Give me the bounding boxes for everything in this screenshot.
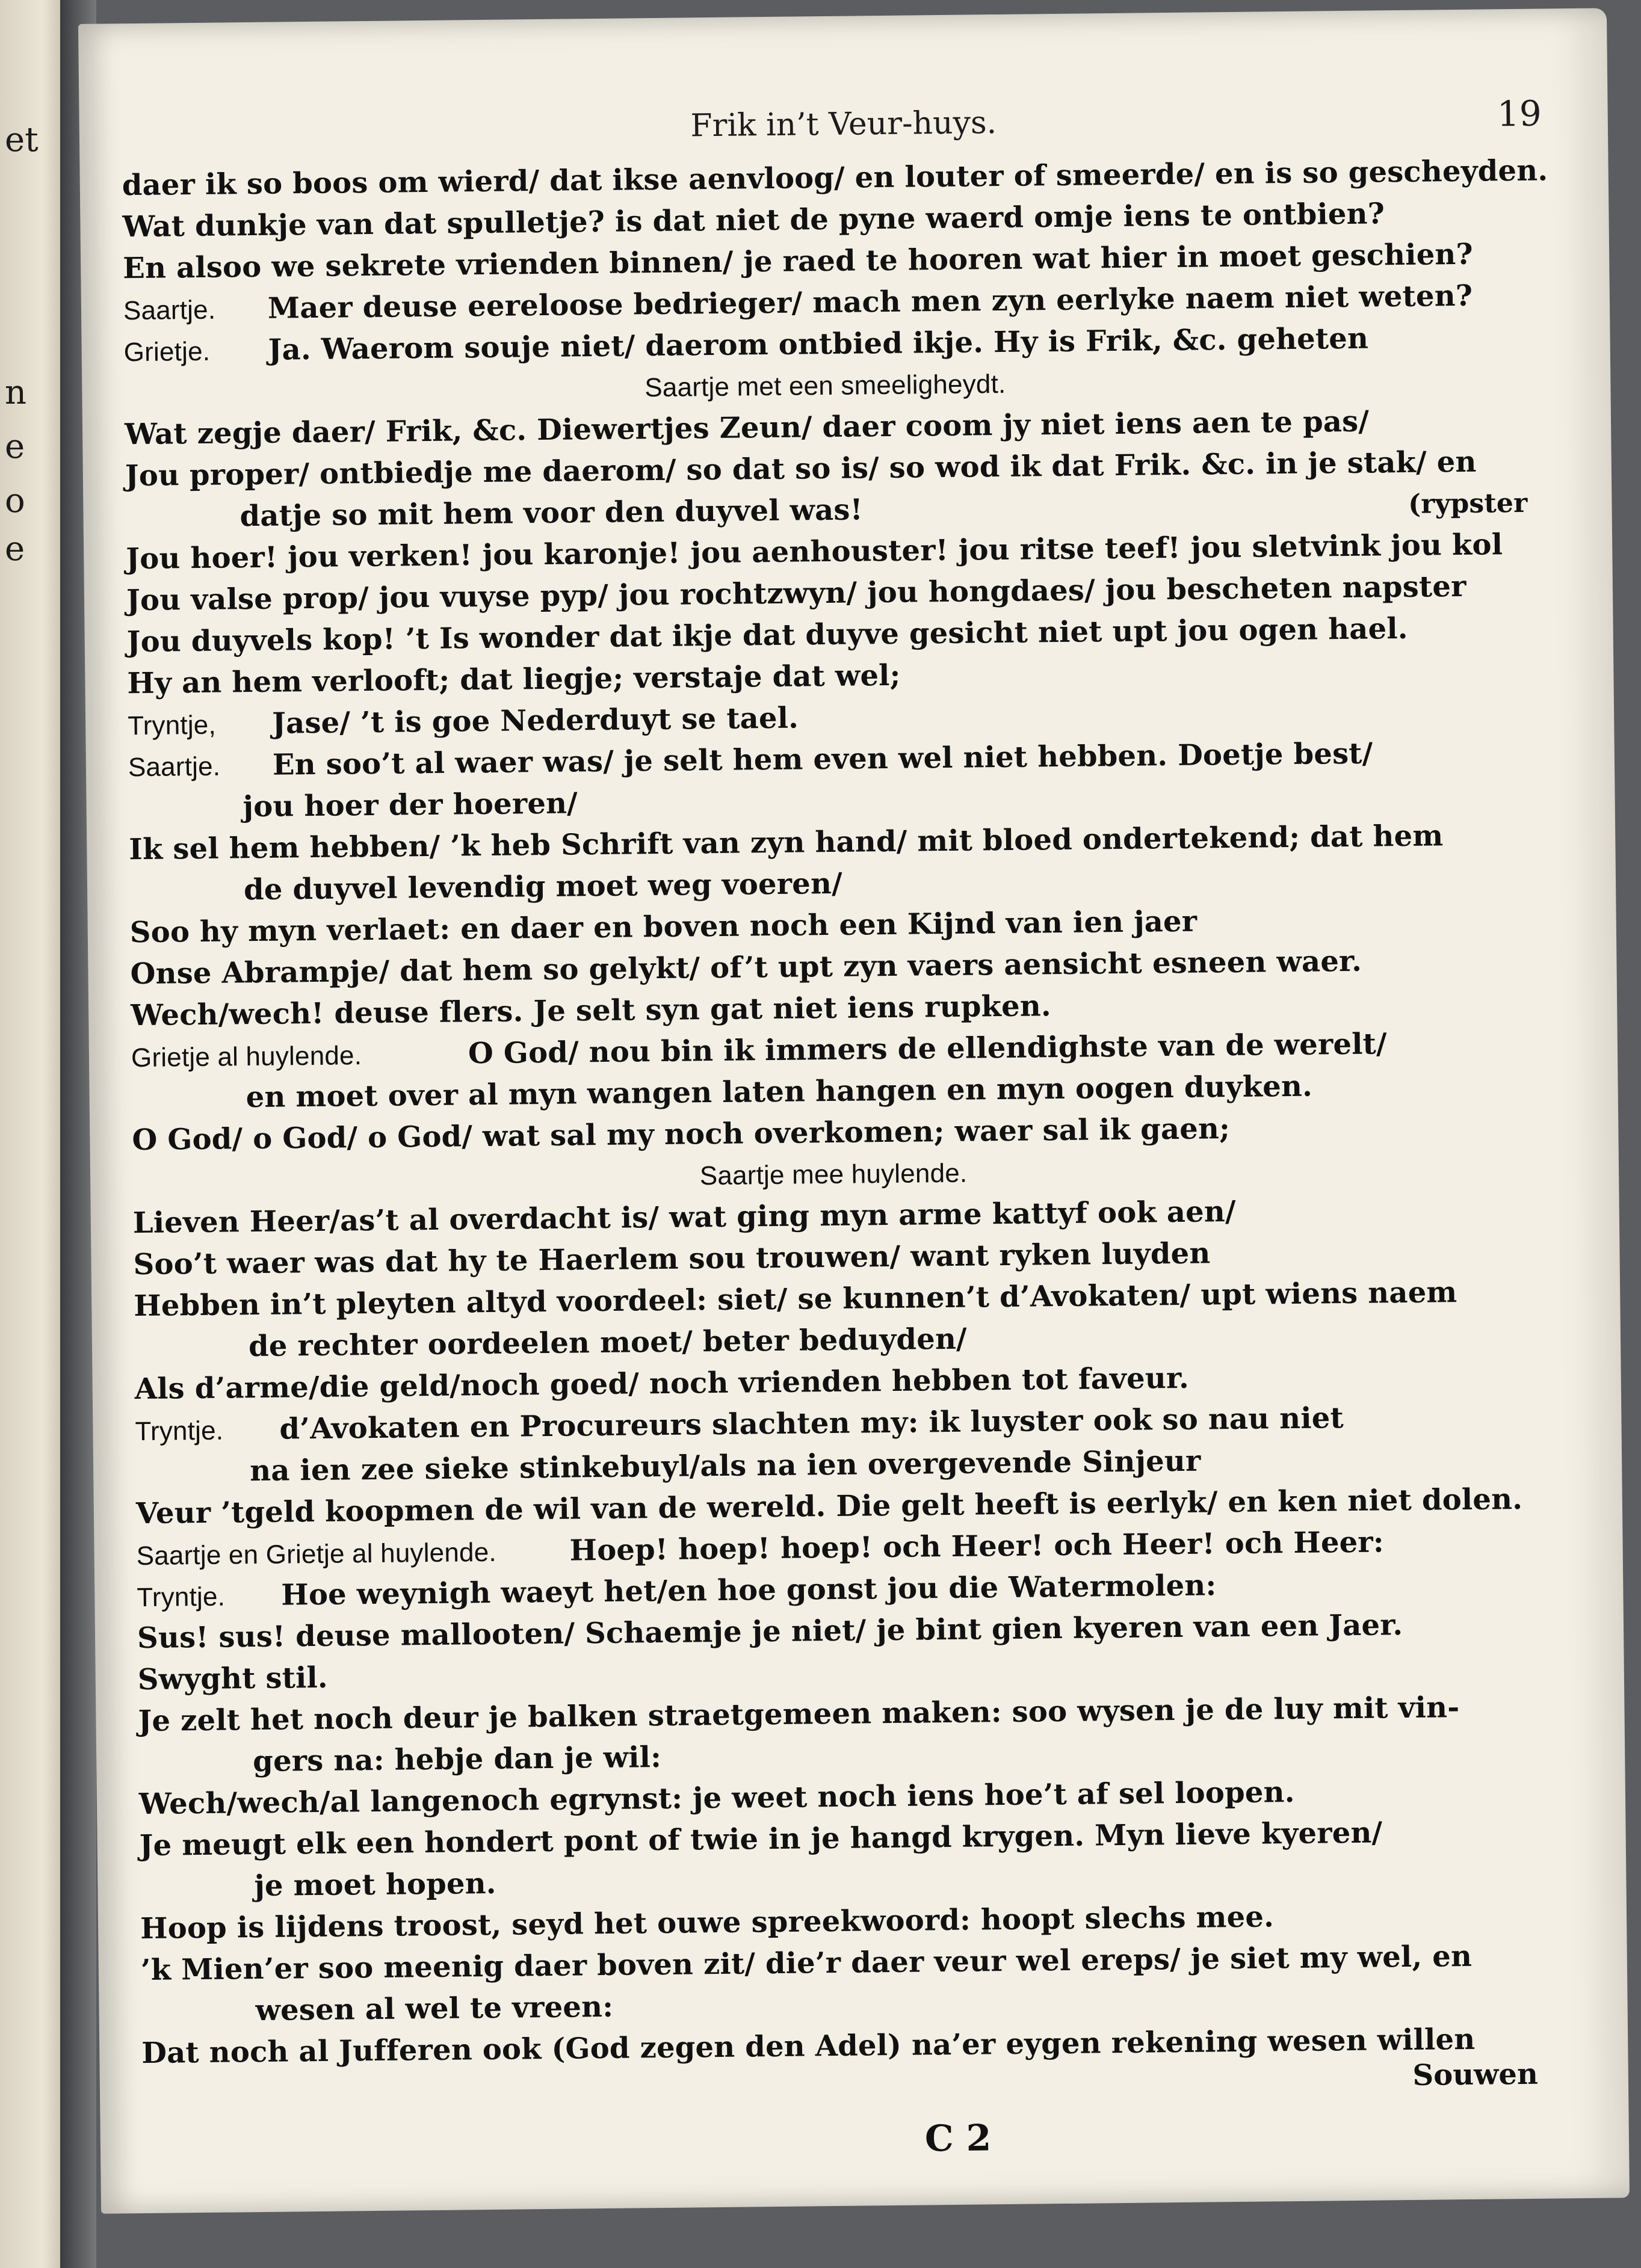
line-text: Jou hoer! jou verken! jou karonje! jou aenhouster! jou ritse teef! jou sletvink jou kol [126, 528, 1503, 576]
line-text: en moet over al myn wangen laten hangen en myn oogen duyken. [246, 1069, 1313, 1115]
line-text: je moet hopen. [254, 1866, 496, 1903]
line-text: jou hoer der hoeren/ [243, 786, 578, 824]
line-text: Hoop is lijdens troost, seyd het ouwe spreekwoord: hoopt slechs mee. [140, 1900, 1275, 1946]
speaker-name: Tryntje. [135, 1416, 224, 1447]
speaker-name: Saartje. [123, 295, 216, 326]
line-text: Hebben in’t pleyten altyd voordeel: siet/ se kunnen’t d’Avokaten/ upt wiens naem [134, 1275, 1457, 1324]
line-text: En alsoo we sekrete vrienden binnen/ je raed te hooren wat hier in moet geschien? [122, 237, 1474, 286]
line-text: de duyvel levendig moet weg voeren/ [243, 866, 843, 907]
line-text: de rechter oordeelen moet/ beter beduyden/ [248, 1322, 968, 1364]
speaker-name: Tryntje, [127, 710, 217, 741]
line-text: Wat zegje daer/ Frik, &c. Diewertjes Zeun/ daer coom jy niet iens aen te pas/ [124, 404, 1370, 452]
line-text: datje so mit hem voor den duyvel was! [240, 493, 864, 534]
speaker-name: Grietje. [123, 336, 211, 368]
line-text: Saartje met een smeeligheydt. [644, 369, 1006, 403]
line-text: wesen al wel te vreen: [255, 1989, 614, 2028]
left-page-fragment: n [5, 373, 27, 412]
line-text: Wat dunkje van dat spulletje? is dat niet de pyne waerd omje iens te ontbien? [122, 197, 1385, 244]
left-page-fragment: e [5, 529, 25, 569]
page-number: 19 [1497, 93, 1542, 135]
line-text: Je zelt het noch deur je balken straetgemeen maken: soo wysen je de luy mit vin- [138, 1690, 1460, 1739]
speaker-name: Saartje en Grietje al huylende. [136, 1537, 497, 1571]
line-text: na ien zee sieke stinkebuyl/als na ien overgevende Sinjeur [249, 1444, 1201, 1488]
line-text: Soo hy myn verlaet: en daer en boven noch een Kijnd van ien jaer [129, 904, 1198, 950]
line-text: Wech/wech/al langenoch egrynst: je weet noch iens hoe’t af sel loopen. [138, 1775, 1295, 1822]
line-text: daer ik so boos om wierd/ dat ikse aenvloog/ en louter of smeerde/ en is so gescheyden. [122, 153, 1548, 203]
line-text: Lieven Heer/as’t al overdacht is/ wat ging myn arme kattyf ook aen/ [132, 1194, 1236, 1240]
line-text: Hoep! hoep! hoep! och Heer! och Heer! och Heer: [569, 1525, 1385, 1568]
signature-mark: C 2 [924, 2117, 992, 2160]
line-text: Hy an hem verlooft; dat liegje; verstaje dat wel; [127, 658, 901, 701]
speaker-name: Grietje al huylende. [131, 1041, 362, 1073]
line-text: Jou proper/ ontbiedje me daerom/ so dat so is/ so wod ik dat Frik. &c. in je stak/ en [125, 445, 1477, 493]
line-text: Jou valse prop/ jou vuyse pyp/ jou rochtzwyn/ jou hongdaes/ jou bescheten napster [126, 569, 1466, 618]
line-text: Veur ’tgeld koopmen de wil van de wereld. Die gelt heeft is eerlyk/ en ken niet dolen. [135, 1482, 1523, 1531]
left-page-fragment: o [5, 481, 25, 520]
line-tail: (rypster [1408, 487, 1528, 520]
line-text: Maer deuse eereloose bedrieger/ mach men zyn eerlyke naem niet weten? [267, 279, 1473, 325]
line-text: ’k Mien’er soo meenig daer boven zit/ die’r daer veur wel ereps/ je siet my wel, en [140, 1939, 1473, 1988]
line-text: Jase/ ’t is goe Nederduyt se tael. [271, 701, 799, 741]
line-text: O God/ o God/ o God/ wat sal my noch overkomen; waer sal ik gaen; [132, 1112, 1231, 1157]
line-text: Ja. Waerom souje niet/ daerom ontbied ikje. Hy is Frik, &c. geheten [268, 321, 1369, 367]
line-text: Dat noch al Jufferen ook (God zegen den Adel) na’er eygen rekening wesen willen [141, 2022, 1476, 2071]
left-page-fragment: e [5, 427, 25, 466]
line-text: Sus! sus! deuse mallooten/ Schaemje je niet/ je bint gien kyeren van een Jaer. [137, 1608, 1403, 1656]
speaker-name: Saartje. [128, 751, 221, 783]
line-text: Jou duyvels kop! ’t Is wonder dat ikje dat duyve gesicht niet upt jou ogen hael. [126, 611, 1408, 659]
catchword: Souwen [1412, 2057, 1539, 2092]
left-page-fragment: et [5, 120, 39, 159]
line-text: Swyght stil. [137, 1660, 329, 1697]
line-text: Hoe weynigh waeyt het/en hoe gonst jou die Watermolen: [281, 1568, 1217, 1612]
line-text: Onse Abrampje/ dat hem so gelykt/ of’t upt zyn vaers aensicht esneen waer. [130, 944, 1362, 991]
line-text: En soo’t al waer was/ je selt hem even wel niet hebben. Doetje best/ [272, 736, 1373, 782]
line-text: Soo’t waer was dat hy te Haerlem sou trouwen/ want ryken luyden [133, 1236, 1211, 1282]
text-block [122, 150, 1548, 2074]
line-text: Je meugt elk een hondert pont of twie in je hangd krygen. Myn lieve kyeren/ [139, 1816, 1383, 1863]
running-head: Frik in’t Veur-huys. [690, 105, 997, 144]
speaker-name: Tryntje. [137, 1582, 226, 1613]
line-text: gers na: hebje dan je wil: [252, 1740, 662, 1779]
book-page [78, 8, 1630, 2213]
line-text: O God/ nou bin ik immers de ellendighste van de werelt/ [468, 1027, 1388, 1071]
line-text: Saartje mee huylende. [699, 1158, 968, 1191]
line-text: Ik sel hem hebben/ ’k heb Schrift van zyn hand/ mit bloed ondertekend; dat hem [129, 819, 1444, 867]
line-text: Als d’arme/die geld/noch goed/ noch vrienden hebben tot faveur. [134, 1361, 1190, 1407]
line-text: Wech/wech! deuse flers. Je selt syn gat niet iens rupken. [130, 989, 1052, 1033]
line-text: d’Avokaten en Procureurs slachten my: ik luyster ook so nau niet [279, 1401, 1344, 1446]
